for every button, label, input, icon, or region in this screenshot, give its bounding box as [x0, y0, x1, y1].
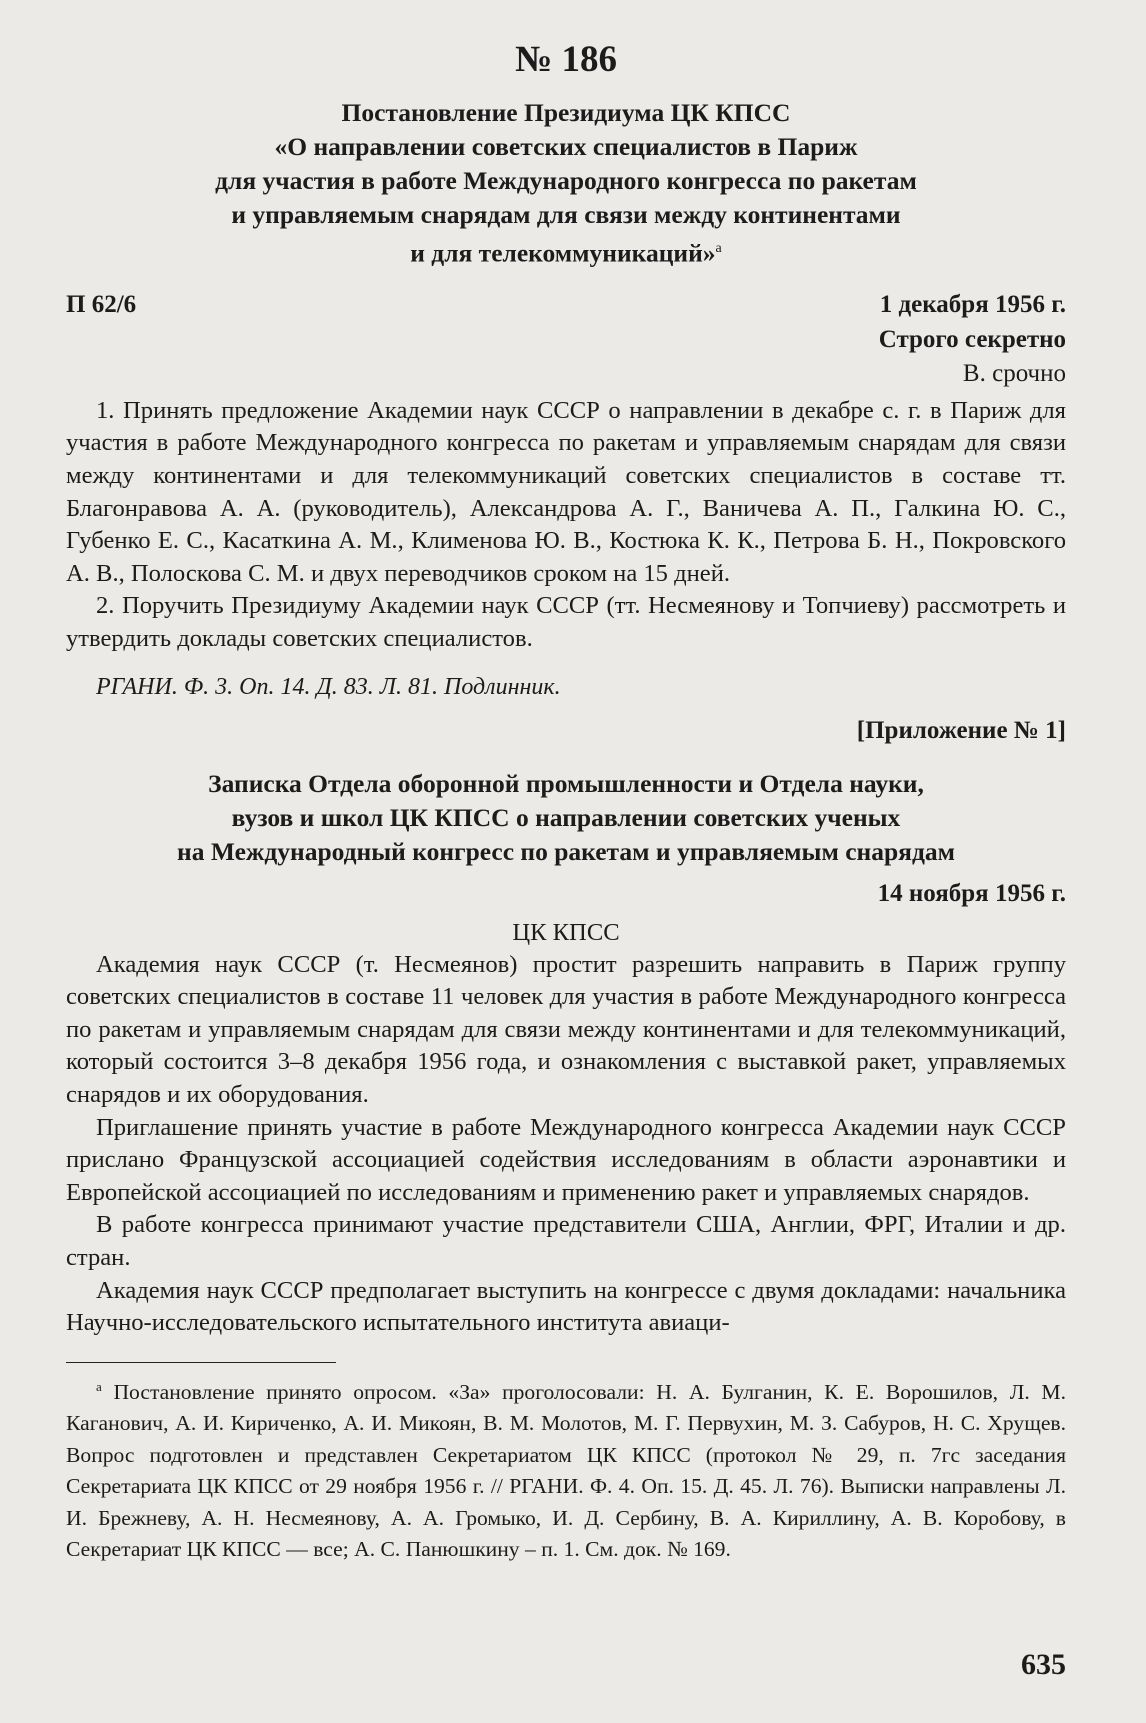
- resolution-paragraph-2: 2. Поручить Президиуму Академии наук СССР (тт. Несмеянову и Топчиеву) рассмотреть и утвердить доклады советских специалистов.: [66, 592, 1066, 653]
- appendix-body: [66, 949, 1066, 1340]
- title-line-3: для участия в работе Международного конгресса по ракетам: [215, 166, 917, 196]
- resolution-body: [66, 395, 1066, 656]
- appendix-title: [66, 767, 1066, 869]
- footnote-text: Постановление принято опросом. «За» проголосовали: Н. А. Булганин, К. Е. Ворошилов, Л. М. Каганович, А. И. Кириченко, А. И. Микоян, В. М. Молотов, М. Г. Первухин, М. З. Сабуров, Н. С. Хрущев. Вопрос подготовлен и представлен Секретариатом ЦК КПСС (протокол № 29, п. 7гс заседания Секретариата ЦК КПСС от 29 ноября 1956 г. // РГАНИ. Ф. 4. Оп. 15. Д. 45. Л. 76). Выписки направлены Л. И. Брежневу, А. Н. Несмеянову, А. А. Громыко, И. Д. Сербину, В. А. Кириллину, А. В. Коробову, в Секретариат ЦК КПСС — все; А. С. Панюшкину – п. 1. См. док. № 169.: [66, 1379, 1067, 1562]
- footnote-divider: [66, 1362, 336, 1363]
- title-line-1: Постановление Президиума ЦК КПСС: [341, 98, 791, 128]
- title-line-2: «О направлении советских специалистов в Париж: [274, 132, 858, 162]
- addressee: ЦК КПСС: [512, 918, 620, 946]
- appendix-paragraph-4: Академия наук СССР предполагает выступить на конгрессе с двумя докладами: начальника Научно-исследовательского испытательного института авиаци-: [66, 1276, 1066, 1337]
- document-number: № 186: [515, 39, 617, 80]
- appendix-title-line-2: вузов и школ ЦК КПСС о направлении советских ученых: [231, 802, 901, 832]
- title-line-5: [66, 232, 1066, 271]
- resolution-paragraph-1: 1. Принять предложение Академии наук СССР о направлении в декабре с. г. в Париж для участия в работе Международного конгресса по ракетам и управляемым снарядам для связи между континентами и для телекоммуникаций советских специалистов в составе тт. Благонравова А. А. (руководитель), Александрова А. Г., Ваничева А. П., Галкина Ю. С., Губенко Е. С., Касаткина А. М., Клименова Ю. В., Костюка К. К., Петрова Б. Н., Покровского А. В., Полоскова С. М. и двух переводчиков сроком на 15 дней.: [66, 396, 1066, 587]
- document-header: [66, 38, 1066, 271]
- appendix-date: 14 ноября 1956 г.: [877, 879, 1066, 907]
- page-number: 635: [1021, 1648, 1066, 1681]
- protocol-number: П 62/6: [66, 290, 137, 318]
- footnote-mark: а: [96, 1378, 102, 1394]
- appendix-title-line-1: Записка Отдела оборонной промышленности и Отдела науки,: [208, 768, 924, 798]
- archive-source: РГАНИ. Ф. 3. Оп. 14. Д. 83. Л. 81. Подлинник.: [96, 673, 561, 700]
- page-content: [66, 38, 1066, 1566]
- appendix-paragraph-3: В работе конгресса принимают участие представители США, Англии, ФРГ, Италии и др. стран.: [66, 1211, 1066, 1271]
- classification-stamp: Строго секретно: [878, 325, 1066, 353]
- appendix-label: [Приложение № 1]: [856, 716, 1066, 744]
- appendix-title-line-3: на Международный конгресс по ракетам и управляемым снарядам: [177, 836, 955, 866]
- title-line-4: и управляемым снарядам для связи между континентами: [231, 200, 901, 230]
- urgency-mark: В. срочно: [962, 359, 1066, 387]
- footnote: [66, 1371, 1066, 1566]
- title-line-5-text: и для телекоммуникаций»: [410, 238, 716, 268]
- resolution-date: 1 декабря 1956 г.: [879, 290, 1066, 318]
- appendix-paragraph-2: Приглашение принять участие в работе Международного конгресса Академии наук СССР прислано Французской ассоциацией содействия исследованиям в области аэронавтики и Европейской ассоциацией по исследованиям и применению ракет и управляемых снарядов.: [66, 1113, 1066, 1206]
- title-footnote-mark: а: [715, 241, 722, 257]
- appendix-paragraph-1: Академия наук СССР (т. Несмеянов) простит разрешить направить в Париж группу советских специалистов в составе 11 человек для участия в работе Международного конгресса по ракетам и управляемым снарядам для связи между континентами и для телекоммуникаций, который состоится 3–8 декабря 1956 года, и ознакомления с выставкой ракет, управляемых снарядов и их оборудования.: [66, 950, 1066, 1109]
- protocol-date-row: [66, 283, 1066, 323]
